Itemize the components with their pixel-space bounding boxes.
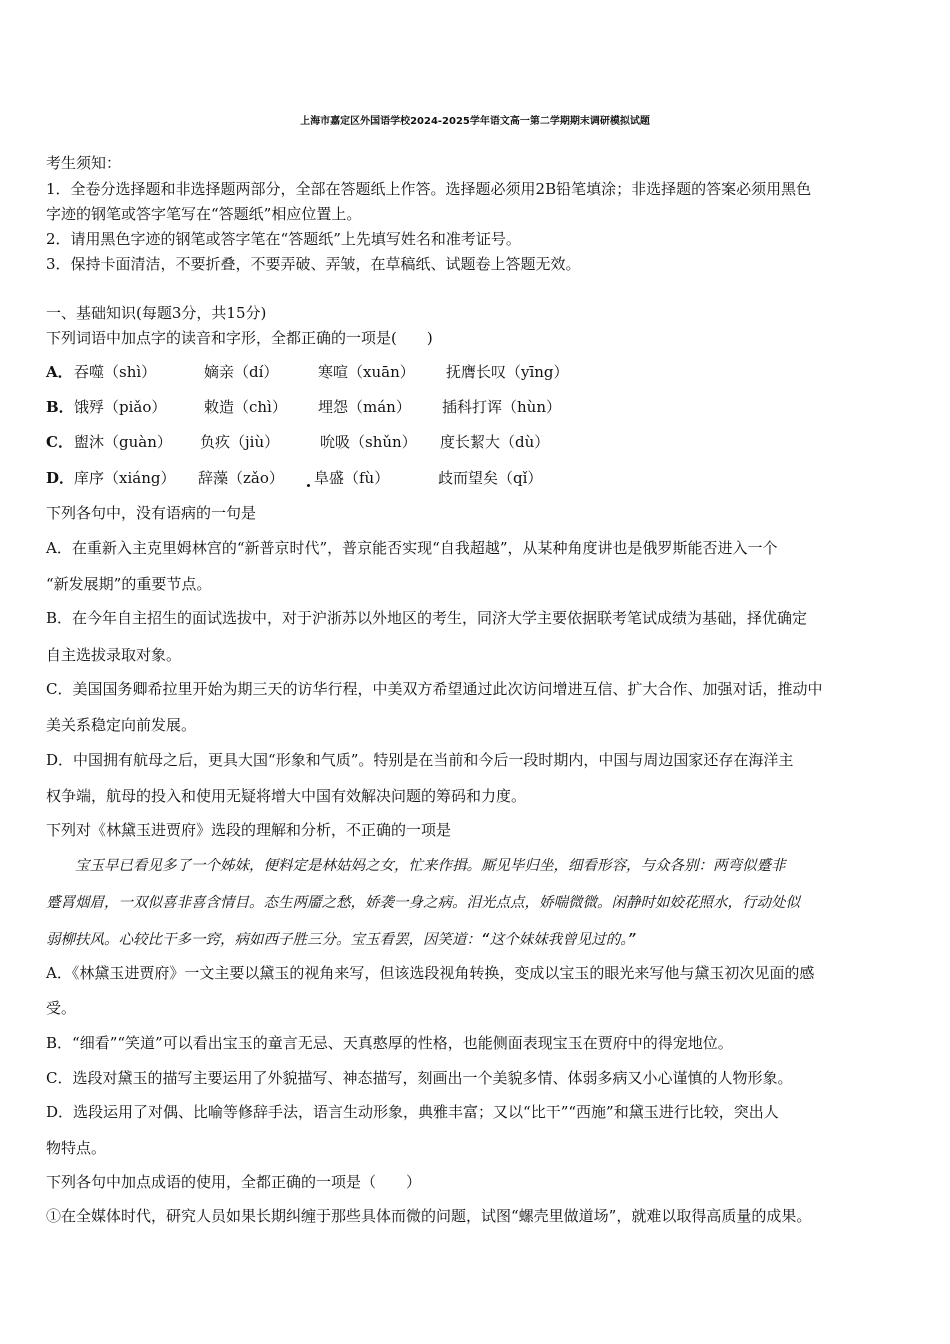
option-item: 埋怨（mán） [318, 398, 411, 416]
section-heading: 一、基础知识(每题3分，共15分) [46, 304, 267, 322]
option-line: 自主选拔录取对象。 [46, 646, 182, 664]
option-item: 吮吸（shǔn） [320, 433, 417, 451]
question-stem: 下列对《林黛玉进贾府》选段的理解和分析，不正确的一项是 [46, 821, 452, 839]
option-line: D．中国拥有航母之后，更具大国“形象和气质”。特别是在当前和今后一段时期内，中国与周边国家还存在海洋主 [46, 751, 794, 769]
option-label: D． [46, 469, 75, 487]
option-item: 度长絜大（dù） [440, 433, 550, 451]
option-line: C．选段对黛玉的描写主要运用了外貌描写、神态描写，刻画出一个美貌多情、体弱多病又小心谨慎的人物形象。 [46, 1069, 793, 1087]
notice-line: 2．请用黑色字迹的钢笔或答字笔在“答题纸”上先填写姓名和准考证号。 [46, 230, 521, 248]
option-label: C． [46, 433, 73, 451]
option-item: 敕造（chì） [204, 398, 287, 416]
notice-line: 字迹的钢笔或答字笔写在“答题纸”相应位置上。 [46, 205, 362, 223]
passage-line: 弱柳扶风。心较比干多一窍，病如西子胜三分。宝玉看罢，因笑道：“这个妹妹我曾见过的。” [46, 932, 637, 948]
notice-line: 3．保持卡面清洁，不要折叠，不要弄破、弄皱，在草稿纸、试题卷上答题无效。 [46, 255, 581, 273]
question-stem: 下列各句中，没有语病的一句是 [46, 504, 257, 522]
option-line: 受。 [46, 999, 77, 1017]
option-item: 庠序（xiáng） [74, 469, 176, 487]
statement-line: ①在全媒体时代，研究人员如果长期纠缠于那些具体而微的问题，试图“螺壳里做道场”，就难以取得高质量的成果。 [46, 1207, 812, 1225]
option-line: 美关系稳定向前发展。 [46, 716, 197, 734]
option-item: 饿殍（piǎo） [74, 398, 167, 416]
option-item: 吞噬（shì） [74, 363, 157, 381]
passage-line: 宝玉早已看见多了一个姊妹，便料定是林姑妈之女，忙来作揖。厮见毕归坐，细看形容，与众各别：两弯似蹙非 [46, 858, 786, 874]
option-line: 物特点。 [46, 1139, 107, 1157]
page-title: 上海市嘉定区外国语学校2024-2025学年语文高一第二学期期末调研模拟试题 [300, 116, 650, 127]
notice-heading: 考生须知： [46, 154, 122, 172]
option-item: 歧而望矣（qǐ） [438, 469, 543, 487]
emphasis-dot [307, 484, 310, 487]
question-stem: 下列词语中加点字的读音和字形，全都正确的一项是( ) [46, 329, 433, 347]
option-item: 盥沐（guàn） [74, 433, 172, 451]
option-item: 抚膺长叹（yīng） [446, 363, 569, 381]
option-label: B． [46, 398, 74, 416]
option-label: A． [46, 363, 73, 381]
option-line: C．美国国务卿希拉里开始为期三天的访华行程，中美双方希望通过此次访问增进互信、扩大合作、加强对话，推动中 [46, 680, 823, 698]
question-stem: 下列各句中加点成语的使用，全都正确的一项是（ ） [46, 1173, 422, 1191]
notice-line: 1．全卷分选择题和非选择题两部分，全部在答题纸上作答。选择题必须用2B铅笔填涂；非选择题的答案必须用黑色 [46, 180, 812, 198]
option-item: 负疚（jiù） [200, 433, 280, 451]
option-line: D．选段运用了对偶、比喻等修辞手法，语言生动形象，典雅丰富；又以“比干”“西施”和黛玉进行比较，突出人 [46, 1103, 779, 1121]
option-line: A．《林黛玉进贾府》一文主要以黛玉的视角来写，但该选段视角转换，变成以宝玉的眼光来写他与黛玉初次见面的感 [46, 964, 815, 982]
option-item: 阜盛（fù） [314, 469, 390, 487]
option-line: B．“细看”“笑道”可以看出宝玉的童言无忌、天真憨厚的性格，也能侧面表现宝玉在贾府中的得宠地位。 [46, 1034, 733, 1052]
option-line: 权争端，航母的投入和使用无疑将增大中国有效解决问题的筹码和力度。 [46, 787, 527, 805]
passage-line: 蹙罥烟眉，一双似喜非喜含情目。态生两靥之愁，娇袭一身之病。泪光点点，娇喘微微。闲静时如姣花照水，行动处似 [46, 895, 800, 911]
option-item: 插科打诨（hùn） [442, 398, 561, 416]
option-line: “新发展期”的重要节点。 [46, 575, 212, 593]
option-item: 辞藻（zǎo） [198, 469, 284, 487]
option-line: A．在重新入主克里姆林宫的“新普京时代”，普京能否实现“自我超越”，从某种角度讲也是俄罗斯能否进入一个 [46, 539, 778, 557]
option-item: 寒喧（xuān） [318, 363, 415, 381]
option-item: 嫡亲（dí） [204, 363, 279, 381]
option-line: B．在今年自主招生的面试选拔中，对于沪浙苏以外地区的考生，同济大学主要依据联考笔试成绩为基础，择优确定 [46, 609, 808, 627]
